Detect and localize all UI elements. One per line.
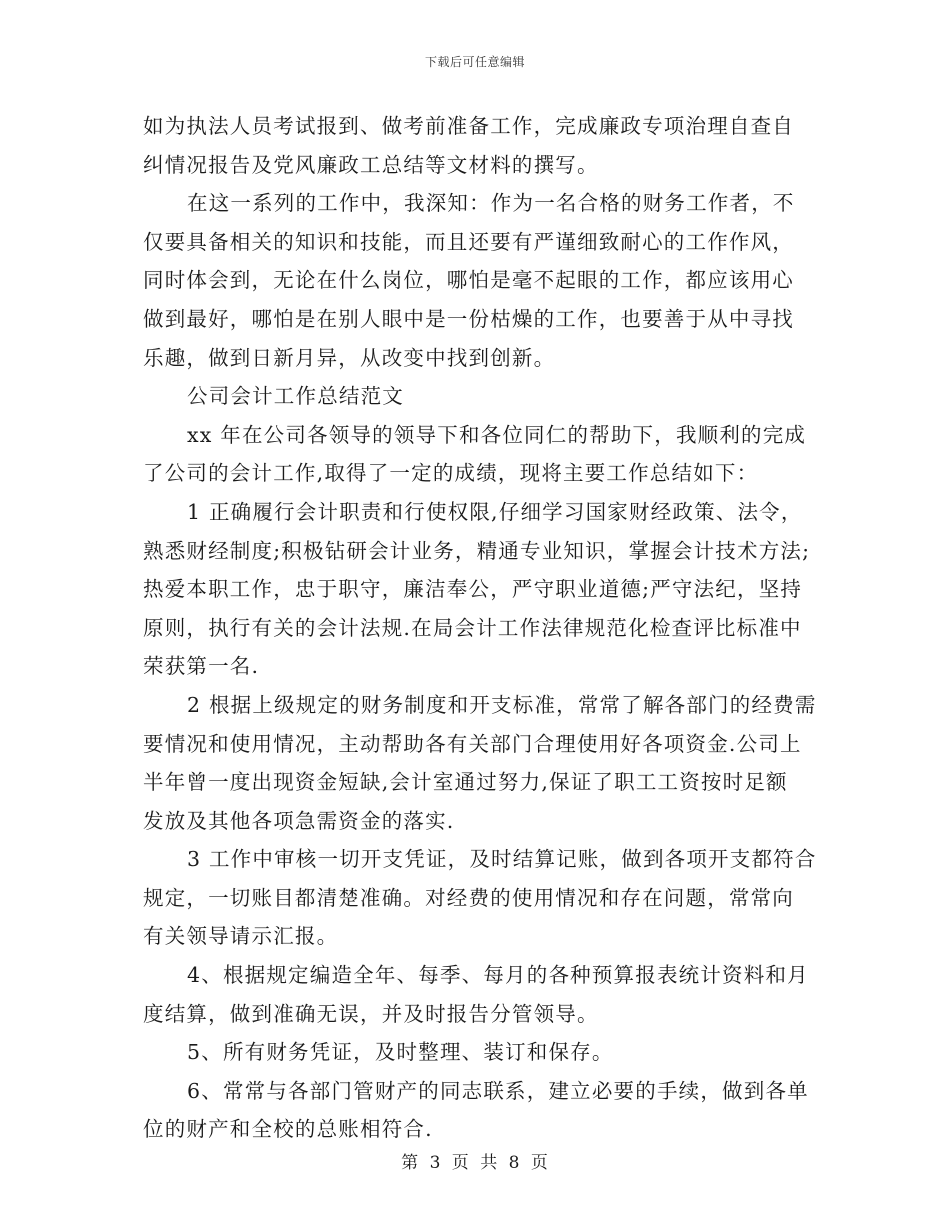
text-line: 5、所有财务凭证，及时整理、装订和保存。 xyxy=(187,1040,614,1065)
text-line: 3 工作中审核一切开支凭证，及时结算记账，做到各项开支都符合 xyxy=(187,847,817,872)
text-line: 在这一系列的工作中，我深知：作为一名合格的财务工作者，不 xyxy=(187,191,795,216)
text-line: 要情况和使用情况，主动帮助各有关部门合理使用好各项资金.公司上 xyxy=(143,731,802,756)
text-line: 6、常常与各部门管财产的同志联系，建立必要的手续，做到各单 xyxy=(187,1078,809,1103)
text-line: 纠情况报告及党风廉政工总结等文材料的撰写。 xyxy=(143,152,599,177)
text-line: 荣获第一名. xyxy=(143,654,260,679)
text-line: 1 正确履行会计职责和行使权限,仔细学习国家财经政策、法令， xyxy=(187,499,803,524)
text-line: 热爱本职工作，忠于职守，廉洁奉公，严守职业道德;严守法纪，坚持 xyxy=(143,577,803,602)
text-line: 半年曾一度出现资金短缺,会计室通过努力,保证了职工工资按时足额 xyxy=(143,770,788,795)
text-line: xx 年在公司各领导的领导下和各位同仁的帮助下，我顺利的完成 xyxy=(187,422,807,447)
text-line: 同时体会到，无论在什么岗位，哪怕是毫不起眼的工作，都应该用心 xyxy=(143,268,794,293)
text-line: 规定，一切账目都清楚准确。对经费的使用情况和存在问题，常常向 xyxy=(143,885,794,910)
text-line: 仅要具备相关的知识和技能，而且还要有严谨细致耐心的工作作风， xyxy=(143,229,794,254)
text-line: 如为执法人员考试报到、做考前准备工作，完成廉政专项治理自查自 xyxy=(143,114,794,138)
text-line: 2 根据上级规定的财务制度和开支标准，常常了解各部门的经费需 xyxy=(187,692,817,717)
page-footer: 第 3 页 共 8 页 xyxy=(401,1153,549,1173)
text-line: 发放及其他各项急需资金的落实. xyxy=(143,808,455,833)
text-line: 4、根据规定编造全年、每季、每月的各种预算报表统计资料和月 xyxy=(187,963,809,988)
text-line: 原则，执行有关的会计法规.在局会计工作法律规范化检查评比标准中 xyxy=(143,615,802,640)
text-line: 位的财产和全校的总账相符合. xyxy=(143,1117,433,1142)
text-line: 熟悉财经制度;积极钻研会计业务，精通专业知识，掌握会计技术方法; xyxy=(143,538,811,563)
text-line: 了公司的会计工作,取得了一定的成绩，现将主要工作总结如下： xyxy=(143,461,759,486)
text-line: 乐趣，做到日新月异，从改变中找到创新。 xyxy=(143,345,556,370)
text-line: 做到最好，哪怕是在别人眼中是一份枯燥的工作，也要善于从中寻找 xyxy=(143,306,794,331)
section-title: 公司会计工作总结范文 xyxy=(187,384,404,409)
document-body xyxy=(143,107,823,1149)
page-header: 下载后可任意编辑 xyxy=(424,55,525,69)
text-line: 度结算，做到准确无误，并及时报告分管领导。 xyxy=(143,1001,599,1026)
text-line: 有关领导请示汇报。 xyxy=(143,924,339,949)
